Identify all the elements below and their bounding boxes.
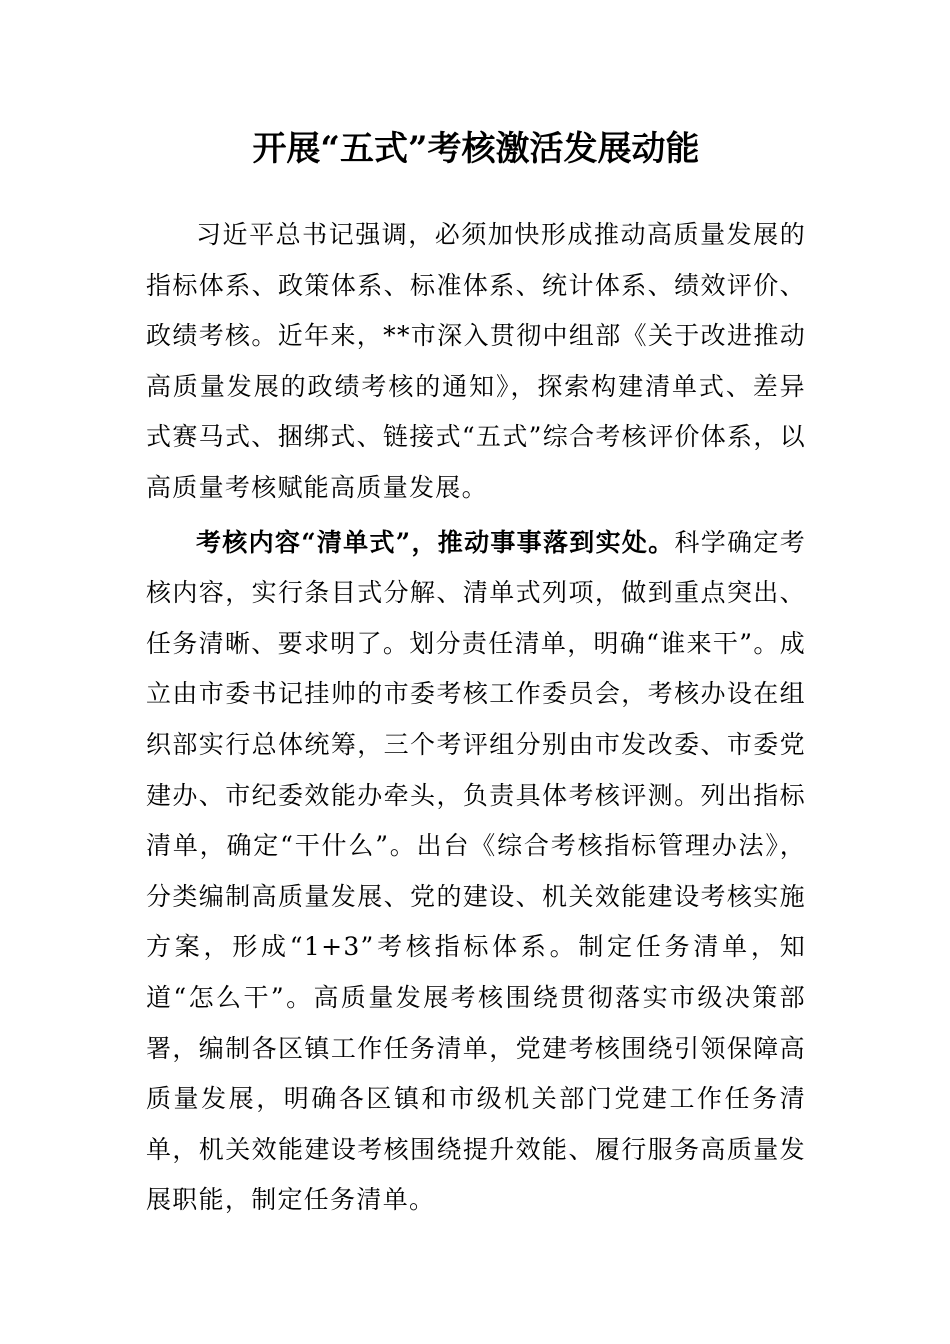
paragraph-intro [146,210,806,514]
document-title: 开展“五式”考核激活发展动能 [252,129,700,169]
document-page [146,120,806,1226]
paragraph-checklist-text: 科学确定考核内容，实行条目式分解、清单式列项，做到重点突出、任务清晰、要求明了。划分责任清单，明确“谁来干”。成立由市委书记挂帅的市委考核工作委员会，考核办设在组织部实行总体统筹，三个考评组分别由市发改委、市委党建办、市纪委效能办牵头，负责具体考核评测。列出指标清单，确定“干什么”。出台《综合考核指标管理办法》，分类编制高质量发展、党的建设、机关效能建设考核实施方案，形成“1+3”考核指标体系。制定任务清单，知道“怎么干”。高质量发展考核围绕贯彻落实市级决策部署，编制各区镇工作任务清单，党建考核围绕引领保障高质量发展，明确各区镇和市级机关部门党建工作任务清单，机关效能建设考核围绕提升效能、履行服务高质量发展职能，制定任务清单。 [146,527,806,1215]
paragraph-intro-text: 习近平总书记强调，必须加快形成推动高质量发展的指标体系、政策体系、标准体系、统计体系、绩效评价、政绩考核。近年来，**市深入贯彻中组部《关于改进推动高质量发展的政绩考核的通知》，探索构建清单式、差异式赛马式、捆绑式、链接式“五式”综合考核评价体系，以高质量考核赋能高质量发展。 [146,220,806,502]
paragraph-checklist-heading: 考核内容“清单式”，推动事事落到实处。 [196,527,675,557]
paragraph-checklist [146,518,806,1226]
